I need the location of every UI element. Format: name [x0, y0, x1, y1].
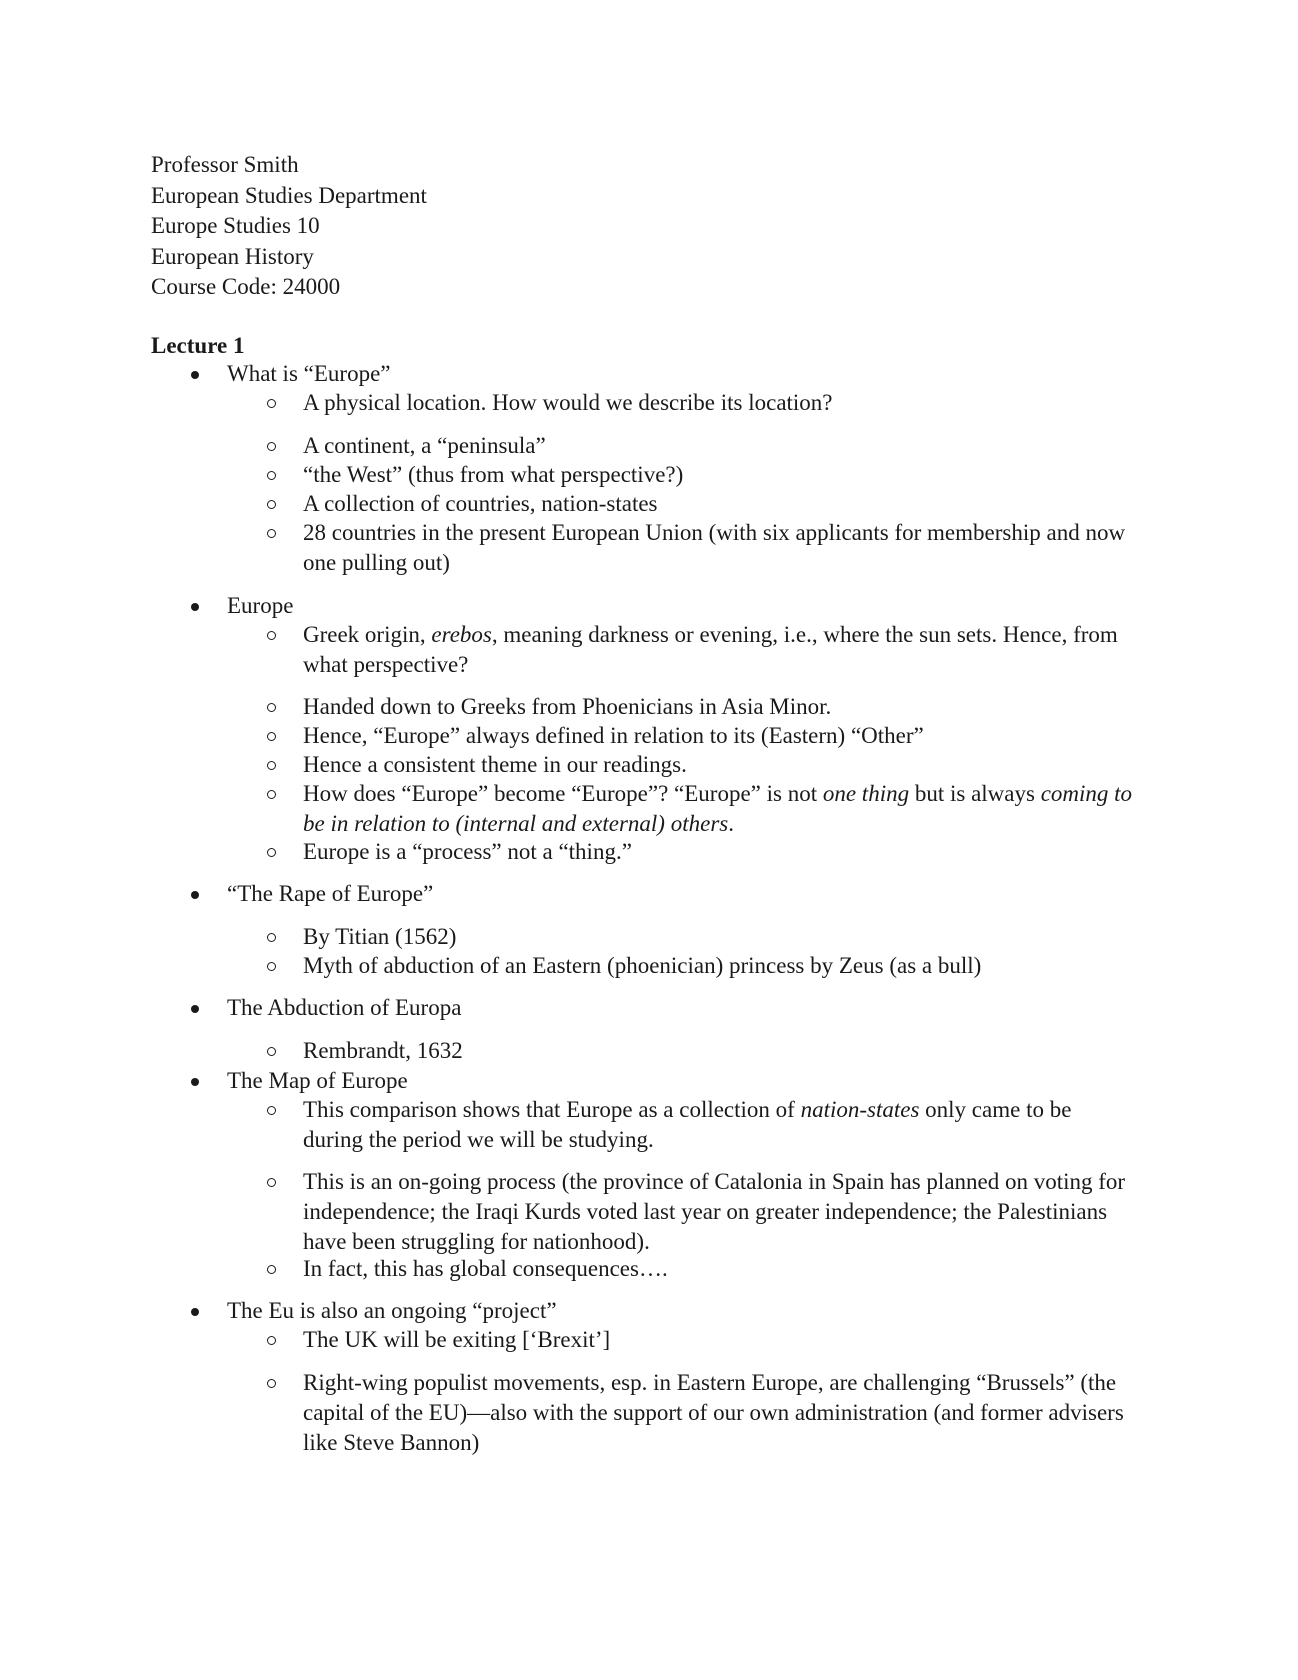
sub-item: This comparison shows that Europe as a collection of nation-states only came to be during the period we will be studying.: [303, 1095, 1133, 1155]
bullet-heading: Europe: [227, 591, 293, 621]
sub-item: By Titian (1562): [303, 922, 1133, 952]
department-name: European Studies Department: [151, 182, 427, 208]
professor-name: Professor Smith: [151, 152, 299, 177]
bullet-heading: The Eu is also an ongoing “project”: [227, 1296, 557, 1326]
sub-item: A continent, a “peninsula”: [303, 431, 1133, 461]
lecture-title: Lecture 1: [151, 333, 245, 358]
sub-item: In fact, this has global consequences….: [303, 1254, 1133, 1284]
sub-item: Hence, “Europe” always defined in relation to its (Eastern) “Other”: [303, 721, 1133, 751]
sub-item: Hence a consistent theme in our readings.: [303, 750, 1133, 780]
subject-name: European History: [151, 243, 314, 269]
sub-item: Right-wing populist movements, esp. in Eastern Europe, are challenging “Brussels” (the capital of the EU)—also with the support of our own administration (and former advisers like Steve Bannon): [303, 1368, 1133, 1458]
sub-item: Myth of abduction of an Eastern (phoenician) princess by Zeus (as a bull): [303, 951, 1133, 981]
bullet-heading: The Abduction of Europa: [227, 993, 461, 1023]
sub-item: Greek origin, erebos, meaning darkness or evening, i.e., where the sun sets. Hence, from what perspective?: [303, 620, 1133, 680]
bullet-heading: The Map of Europe: [227, 1066, 408, 1096]
sub-item: The UK will be exiting [‘Brexit’]: [303, 1325, 1133, 1355]
sub-item: Rembrandt, 1632: [303, 1036, 1133, 1066]
sub-item: How does “Europe” become “Europe”? “Europe” is not one thing but is always coming to be in relation to (internal and external) others.: [303, 779, 1133, 839]
sub-item: A collection of countries, nation-states: [303, 489, 1133, 519]
course-code: Course Code: 24000: [151, 274, 341, 299]
sub-item: Europe is a “process” not a “thing.”: [303, 837, 1133, 867]
bullet-heading: “The Rape of Europe”: [227, 879, 433, 909]
bullet-heading: What is “Europe”: [227, 359, 390, 389]
sub-item: “the West” (thus from what perspective?): [303, 460, 1133, 490]
sub-item: 28 countries in the present European Union (with six applicants for membership and now one pulling out): [303, 518, 1133, 578]
sub-item: Handed down to Greeks from Phoenicians in Asia Minor.: [303, 692, 1133, 722]
course-header: [151, 150, 427, 303]
sub-item: This is an on-going process (the province of Catalonia in Spain has planned on voting for independence; the Iraqi Kurds voted last year on greater independence; the Palestinians have been struggling for nationhood).: [303, 1167, 1133, 1257]
sub-item: A physical location. How would we describe its location?: [303, 388, 1133, 418]
course-name: Europe Studies 10: [151, 213, 320, 238]
